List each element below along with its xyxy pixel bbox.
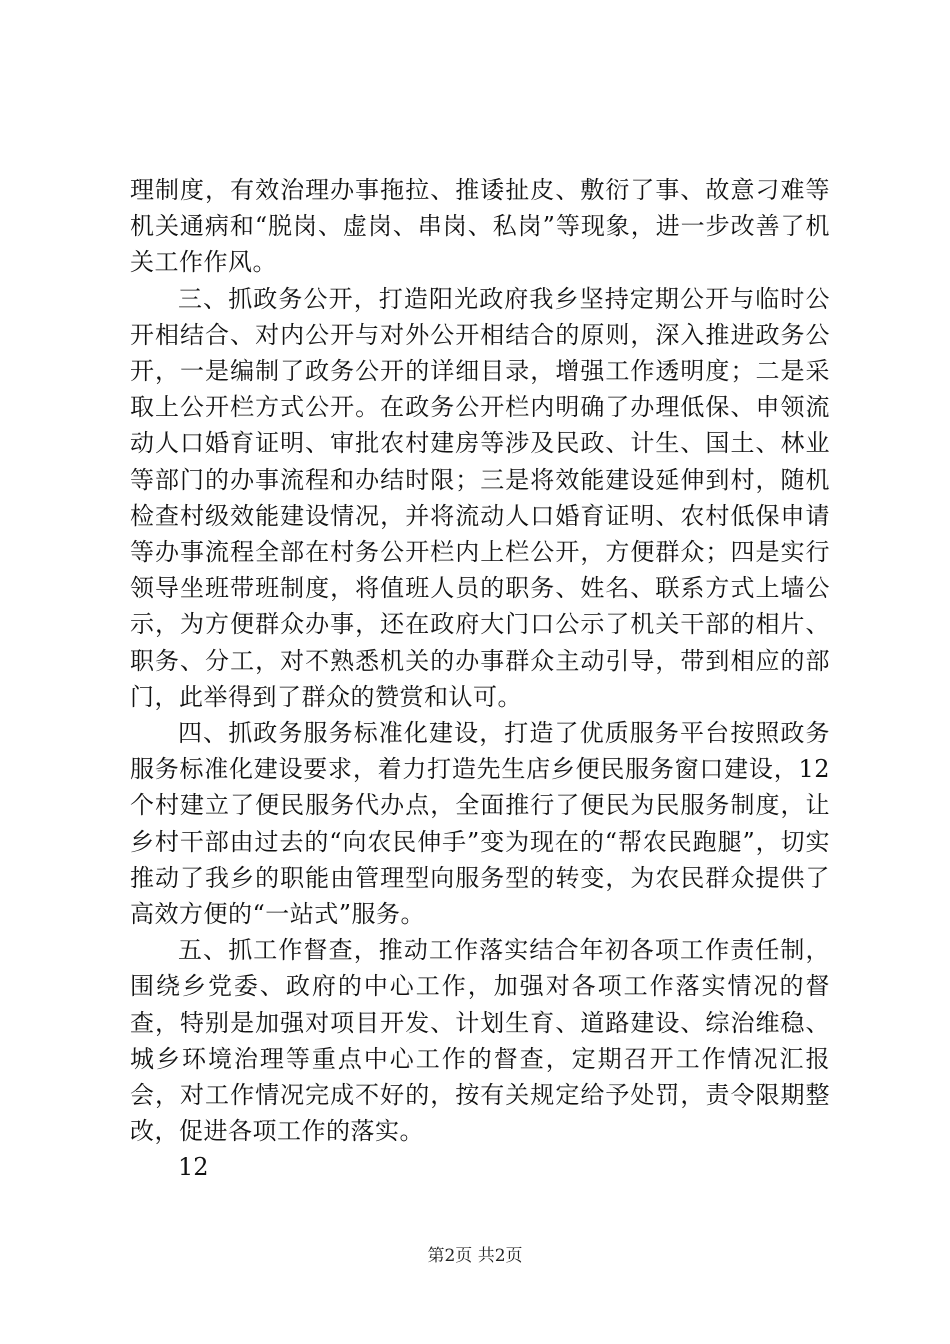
paragraph-section-3: 三、抓政务公开，打造阳光政府我乡坚持定期公开与临时公开相结合、对内公开与对外公开相结合的原则，深入推进政务公开，一是编制了政务公开的详细目录，增强工作透明度；二是采取上公开栏方式公开。在政务公开栏内明确了办理低保、申领流动人口婚育证明、审批农村建房等涉及民政、计生、国土、林业等部门的办事流程和办结时限；三是将效能建设延伸到村，随机检查村级效能建设情况，并将流动人口婚育证明、农村低保申请等办事流程全部在村务公开栏内上栏公开，方便群众；四是实行领导坐班带班制度，将值班人员的职务、姓名、联系方式上墙公示，为方便群众办事，还在政府大门口公示了机关干部的相片、职务、分工，对不熟悉机关的办事群众主动引导，带到相应的部门，此举得到了群众的赞赏和认可。 [130,284,830,711]
paragraph-section-4: 四、抓政务服务标准化建设，打造了优质服务平台按照政务服务标准化建设要求，着力打造先生店乡便民服务窗口建设，12个村建立了便民服务代办点，全面推行了便民为民服务制度，让乡村干部由过去的“向农民伸手”变为现在的“帮农民跑腿”，切实推动了我乡的职能由管理型向服务型的转变，为农民群众提供了高效方便的“一站式”服务。 [130,719,830,929]
paragraph-continuation: 理制度，有效治理办事拖拉、推诿扯皮、敷衍了事、故意刁难等机关通病和“脱岗、虚岗、串岗、私岗”等现象，进一步改善了机关工作作风。 [130,176,830,277]
trailing-number: 12 [178,1153,209,1182]
paragraph-section-5: 五、抓工作督查，推动工作落实结合年初各项工作责任制，围绕乡党委、政府的中心工作，加强对各项工作落实情况的督查，特别是加强对项目开发、计划生育、道路建设、综治维稳、城乡环境治理等重点中心工作的督查，定期召开工作情况汇报会，对工作情况完成不好的，按有关规定给予处罚，责令限期整改，促进各项工作的落实。 [130,936,830,1146]
page-footer: 第2页 共2页 [427,1246,523,1266]
document-body [130,172,830,1186]
